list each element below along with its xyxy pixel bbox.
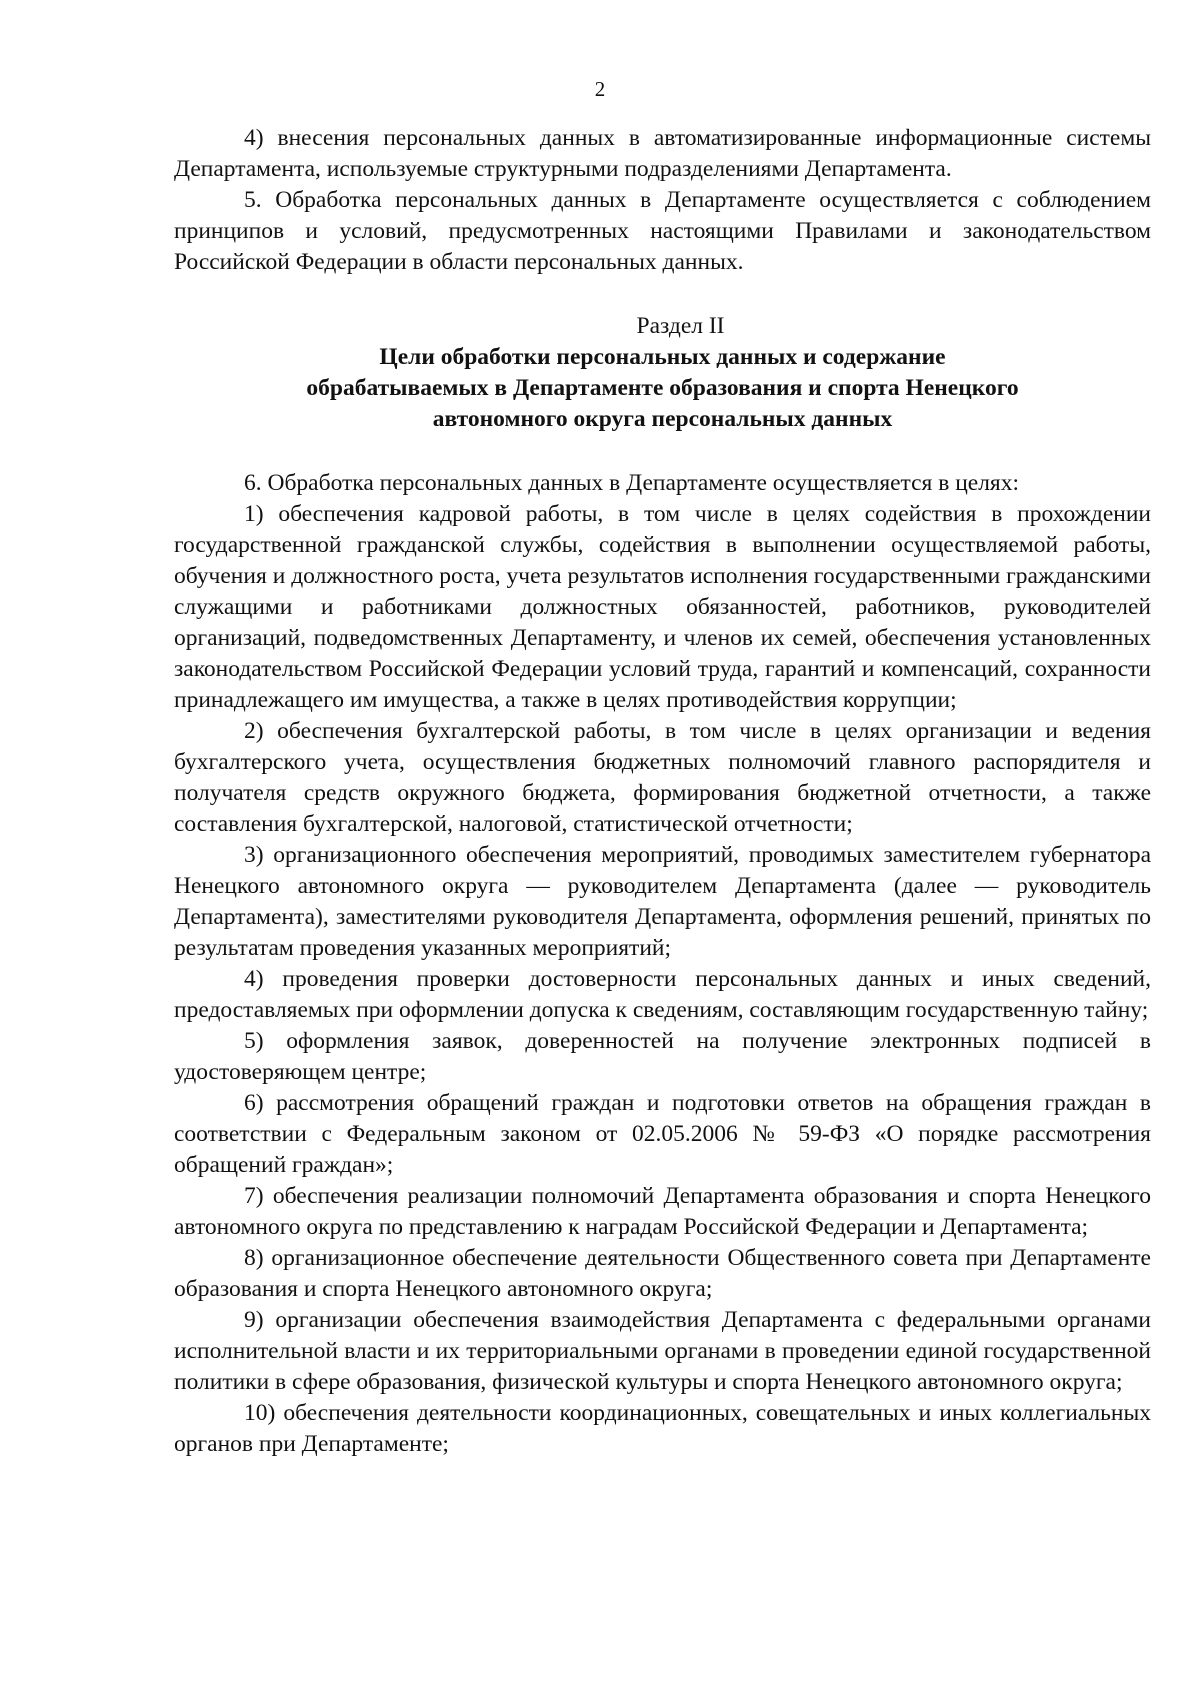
- paragraph: 5. Обработка персональных данных в Департаменте осуществляется с соблюдением принципов и условий, предусмотренных настоящими Правилами и законодательством Российской Федерации в области персональных данных.: [174, 187, 1151, 275]
- list-item: 4) проведения проверки достоверности персональных данных и иных сведений, предоставляемых при оформлении допуска к сведениям, составляющим государственную тайну;: [174, 966, 1151, 1023]
- list-item: 7) обеспечения реализации полномочий Департамента образования и спорта Ненецкого автономного округа по представлению к наградам Российской Федерации и Департамента;: [174, 1183, 1151, 1240]
- list-item: 1) обеспечения кадровой работы, в том числе в целях содействия в прохождении государственной гражданской службы, содействия в выполнении осуществляемой работы, обучения и должностного роста, учета результатов исполнения государственными гражданскими служащими и работниками должностных обязанностей, работников, руководителей организаций, подведомственных Департаменту, и членов их семей, обеспечения установленных законодательством Российской Федерации условий труда, гарантий и компенсаций, сохранности принадлежащего им имущества, а также в целях противодействия коррупции;: [174, 501, 1151, 713]
- paragraph: 4) внесения персональных данных в автоматизированные информационные системы Департамента, используемые структурными подразделениями Департамента.: [174, 125, 1151, 182]
- list-item: 2) обеспечения бухгалтерской работы, в том числе в целях организации и ведения бухгалтерского учета, осуществления бюджетных полномочий главного распорядителя и получателя средств окружного бюджета, формирования бюджетной отчетности, а также составления бухгалтерской, налоговой, статистической отчетности;: [174, 718, 1151, 837]
- section-title: Цели обработки персональных данных и содержание обрабатываемых в Департаменте образования и спорта Ненецкого автономного округа персональных данных: [306, 344, 1019, 432]
- list-item: 10) обеспечения деятельности координационных, совещательных и иных коллегиальных органов при Департаменте;: [174, 1400, 1151, 1457]
- page-number: 2: [594, 77, 606, 101]
- document-body: [174, 123, 1151, 1460]
- list-item: 5) оформления заявок, доверенностей на получение электронных подписей в удостоверяющем центре;: [174, 1028, 1151, 1085]
- list-item: 6) рассмотрения обращений граждан и подготовки ответов на обращения граждан в соответствии с Федеральным законом от 02.05.2006 № 59-ФЗ «О порядке рассмотрения обращений граждан»;: [174, 1090, 1151, 1178]
- list-item: 3) организационного обеспечения мероприятий, проводимых заместителем губернатора Ненецкого автономного округа — руководителем Департамента (далее — руководитель Департамента), заместителями руководителя Департамента, оформления решений, принятых по результатам проведения указанных мероприятий;: [174, 842, 1151, 961]
- list-item: 9) организации обеспечения взаимодействия Департамента с федеральными органами исполнительной власти и их территориальными органами в проведении единой государственной политики в сфере образования, физической культуры и спорта Ненецкого автономного округа;: [174, 1307, 1151, 1395]
- paragraph: 6. Обработка персональных данных в Департаменте осуществляется в целях:: [244, 470, 1020, 496]
- list-item: 8) организационное обеспечение деятельности Общественного совета при Департаменте образования и спорта Ненецкого автономного округа;: [174, 1245, 1151, 1302]
- section-heading: [174, 311, 1151, 435]
- section-label: Раздел II: [636, 313, 725, 339]
